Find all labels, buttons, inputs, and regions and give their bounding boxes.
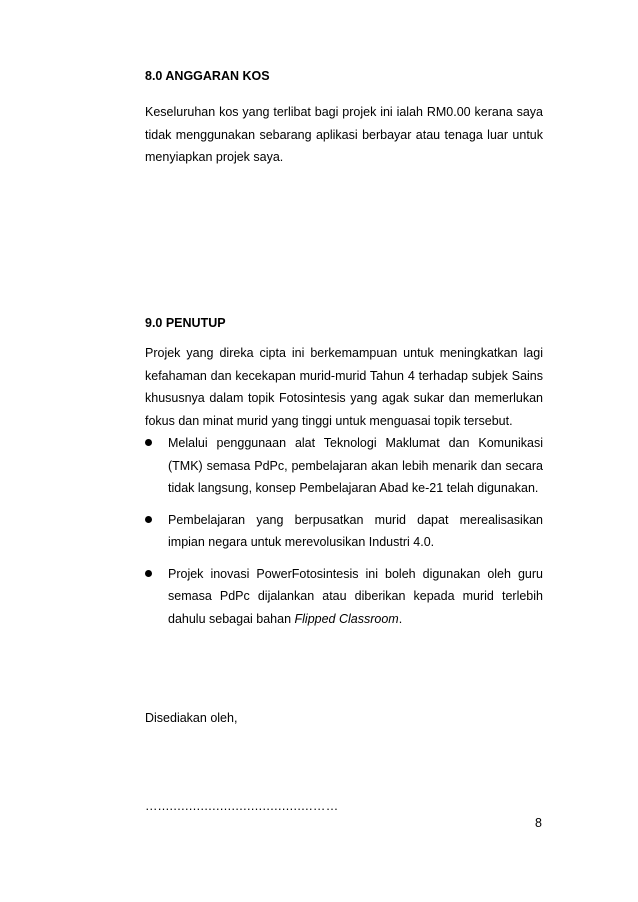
bullet-item-tmk [145, 432, 543, 500]
bullet-dot-icon [145, 439, 152, 446]
section-9-heading: 9.0 PENUTUP [145, 316, 226, 330]
bullet-text: Melalui penggunaan alat Teknologi Maklumat dan Komunikasi (TMK) semasa PdPc, pembelajaran akan lebih menarik dan secara tidak langsung, konsep Pembelajaran Abad ke-21 telah digunakan. [168, 436, 543, 495]
bullet-item-student-centred [145, 509, 543, 554]
closing-points-list [145, 432, 543, 630]
bullet-text: Projek inovasi PowerFotosintesis ini boleh digunakan oleh guru semasa PdPc dijalankan atau diberikan kepada murid terlebih dahulu sebagai bahan [168, 566, 543, 626]
signature-line: …........................................…… [145, 799, 339, 813]
section-9-body: Projek yang direka cipta ini berkemampuan untuk meningkatkan lagi kefahaman dan kecekapan murid-murid Tahun 4 terhadap subjek Sains khususnya dalam topik Fotosintesis yang agak sukar dan memerlukan fokus dan minat murid yang tinggi untuk menguasai topik tersebut. [145, 346, 543, 428]
bullet-dot-icon [145, 516, 152, 523]
section-8-heading: 8.0 ANGGARAN KOS [145, 69, 270, 83]
bullet-text: Pembelajaran yang berpusatkan murid dapat merealisasikan impian negara untuk merevolusikan Industri 4.0. [168, 512, 543, 549]
page-number: 8 [535, 816, 542, 830]
bullet-text-end: . [398, 611, 403, 626]
bullet-item-innovation [145, 563, 543, 631]
section-8-body: Keseluruhan kos yang terlibat bagi projek ini ialah RM0.00 kerana saya tidak menggunakan sebarang aplikasi berbayar atau tenaga luar untuk menyiapkan projek saya. [145, 105, 543, 164]
prepared-by-label: Disediakan oleh, [145, 711, 238, 725]
bullet-text-italic: Flipped Classroom [294, 611, 399, 626]
bullet-dot-icon [145, 570, 152, 577]
